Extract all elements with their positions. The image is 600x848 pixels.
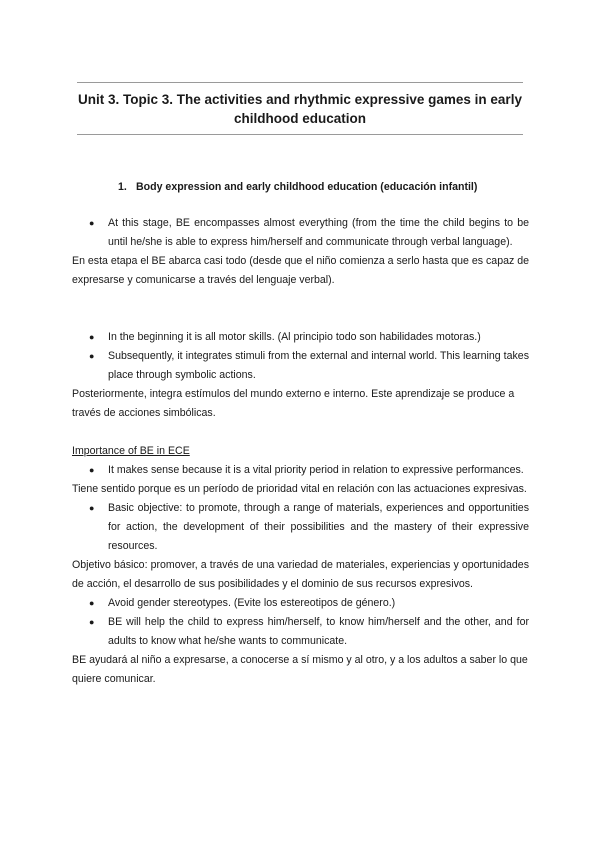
paragraph: BE ayudará al niño a expresarse, a conocerse a sí mismo y al otro, y a los adultos a saber lo que quiere comunicar. bbox=[72, 654, 528, 685]
list-item bbox=[72, 461, 529, 480]
page-title: Unit 3. Topic 3. The activities and rhythmic expressive games in early childhood education bbox=[78, 92, 522, 126]
list-item-text: In the beginning it is all motor skills. (Al principio todo son habilidades motoras.) bbox=[108, 331, 481, 343]
bullet-icon: ● bbox=[89, 218, 95, 228]
paragraph: Tiene sentido porque es un período de prioridad vital en relación con las actuaciones expresivas. bbox=[72, 483, 527, 495]
list-item-text: Basic objective: to promote, through a range of materials, experiences and opportunities for action, the development of their possibilities and the mastery of their expressive resources. bbox=[108, 502, 529, 552]
list-item bbox=[72, 214, 529, 252]
bullet-icon: ● bbox=[89, 465, 95, 475]
list-item-text: Subsequently, it integrates stimuli from the external and internal world. This learning takes place through symbolic actions. bbox=[108, 350, 529, 381]
title-top-rule bbox=[77, 82, 523, 83]
section-body-1 bbox=[72, 214, 529, 290]
list-item-text: At this stage, BE encompasses almost everything (from the time the child begins to be until he/she is able to express him/herself and communicate through verbal language). bbox=[108, 217, 529, 248]
bullet-icon: ● bbox=[89, 598, 95, 608]
section-heading bbox=[118, 180, 477, 194]
title-bottom-rule bbox=[77, 134, 523, 135]
list-item bbox=[72, 594, 529, 613]
list-item bbox=[72, 347, 529, 385]
section-body-3 bbox=[72, 442, 529, 689]
list-item-text: Avoid gender stereotypes. (Evite los estereotipos de género.) bbox=[108, 597, 396, 609]
bullet-icon: ● bbox=[89, 332, 95, 342]
subheading: Importance of BE in ECE bbox=[72, 445, 190, 457]
bullet-icon: ● bbox=[89, 351, 95, 361]
list-item bbox=[72, 328, 529, 347]
section-number: 1. bbox=[118, 181, 127, 193]
paragraph: Posteriormente, integra estímulos del mundo externo e interno. Este aprendizaje se produce a través de acciones simbólicas. bbox=[72, 388, 515, 419]
paragraph: En esta etapa el BE abarca casi todo (desde que el niño comienza a serlo hasta que es capaz de expresarse y comunicarse a través del lenguaje verbal). bbox=[72, 255, 530, 286]
bullet-icon: ● bbox=[89, 503, 95, 513]
list-item bbox=[72, 613, 529, 651]
section-body-2 bbox=[72, 328, 529, 423]
list-item-text: It makes sense because it is a vital priority period in relation to expressive performances. bbox=[108, 464, 524, 476]
list-item-text: BE will help the child to express him/herself, to know him/herself and the other, and for adults to know what he/she wants to communicate. bbox=[108, 616, 529, 647]
bullet-icon: ● bbox=[89, 617, 95, 627]
list-item bbox=[72, 499, 529, 556]
section-heading-text: Body expression and early childhood education (educación infantil) bbox=[136, 181, 478, 193]
paragraph: Objetivo básico: promover, a través de una variedad de materiales, experiencias y oportunidades de acción, el desarrollo de sus posibilidades y el dominio de sus recursos expresivos. bbox=[72, 559, 529, 590]
